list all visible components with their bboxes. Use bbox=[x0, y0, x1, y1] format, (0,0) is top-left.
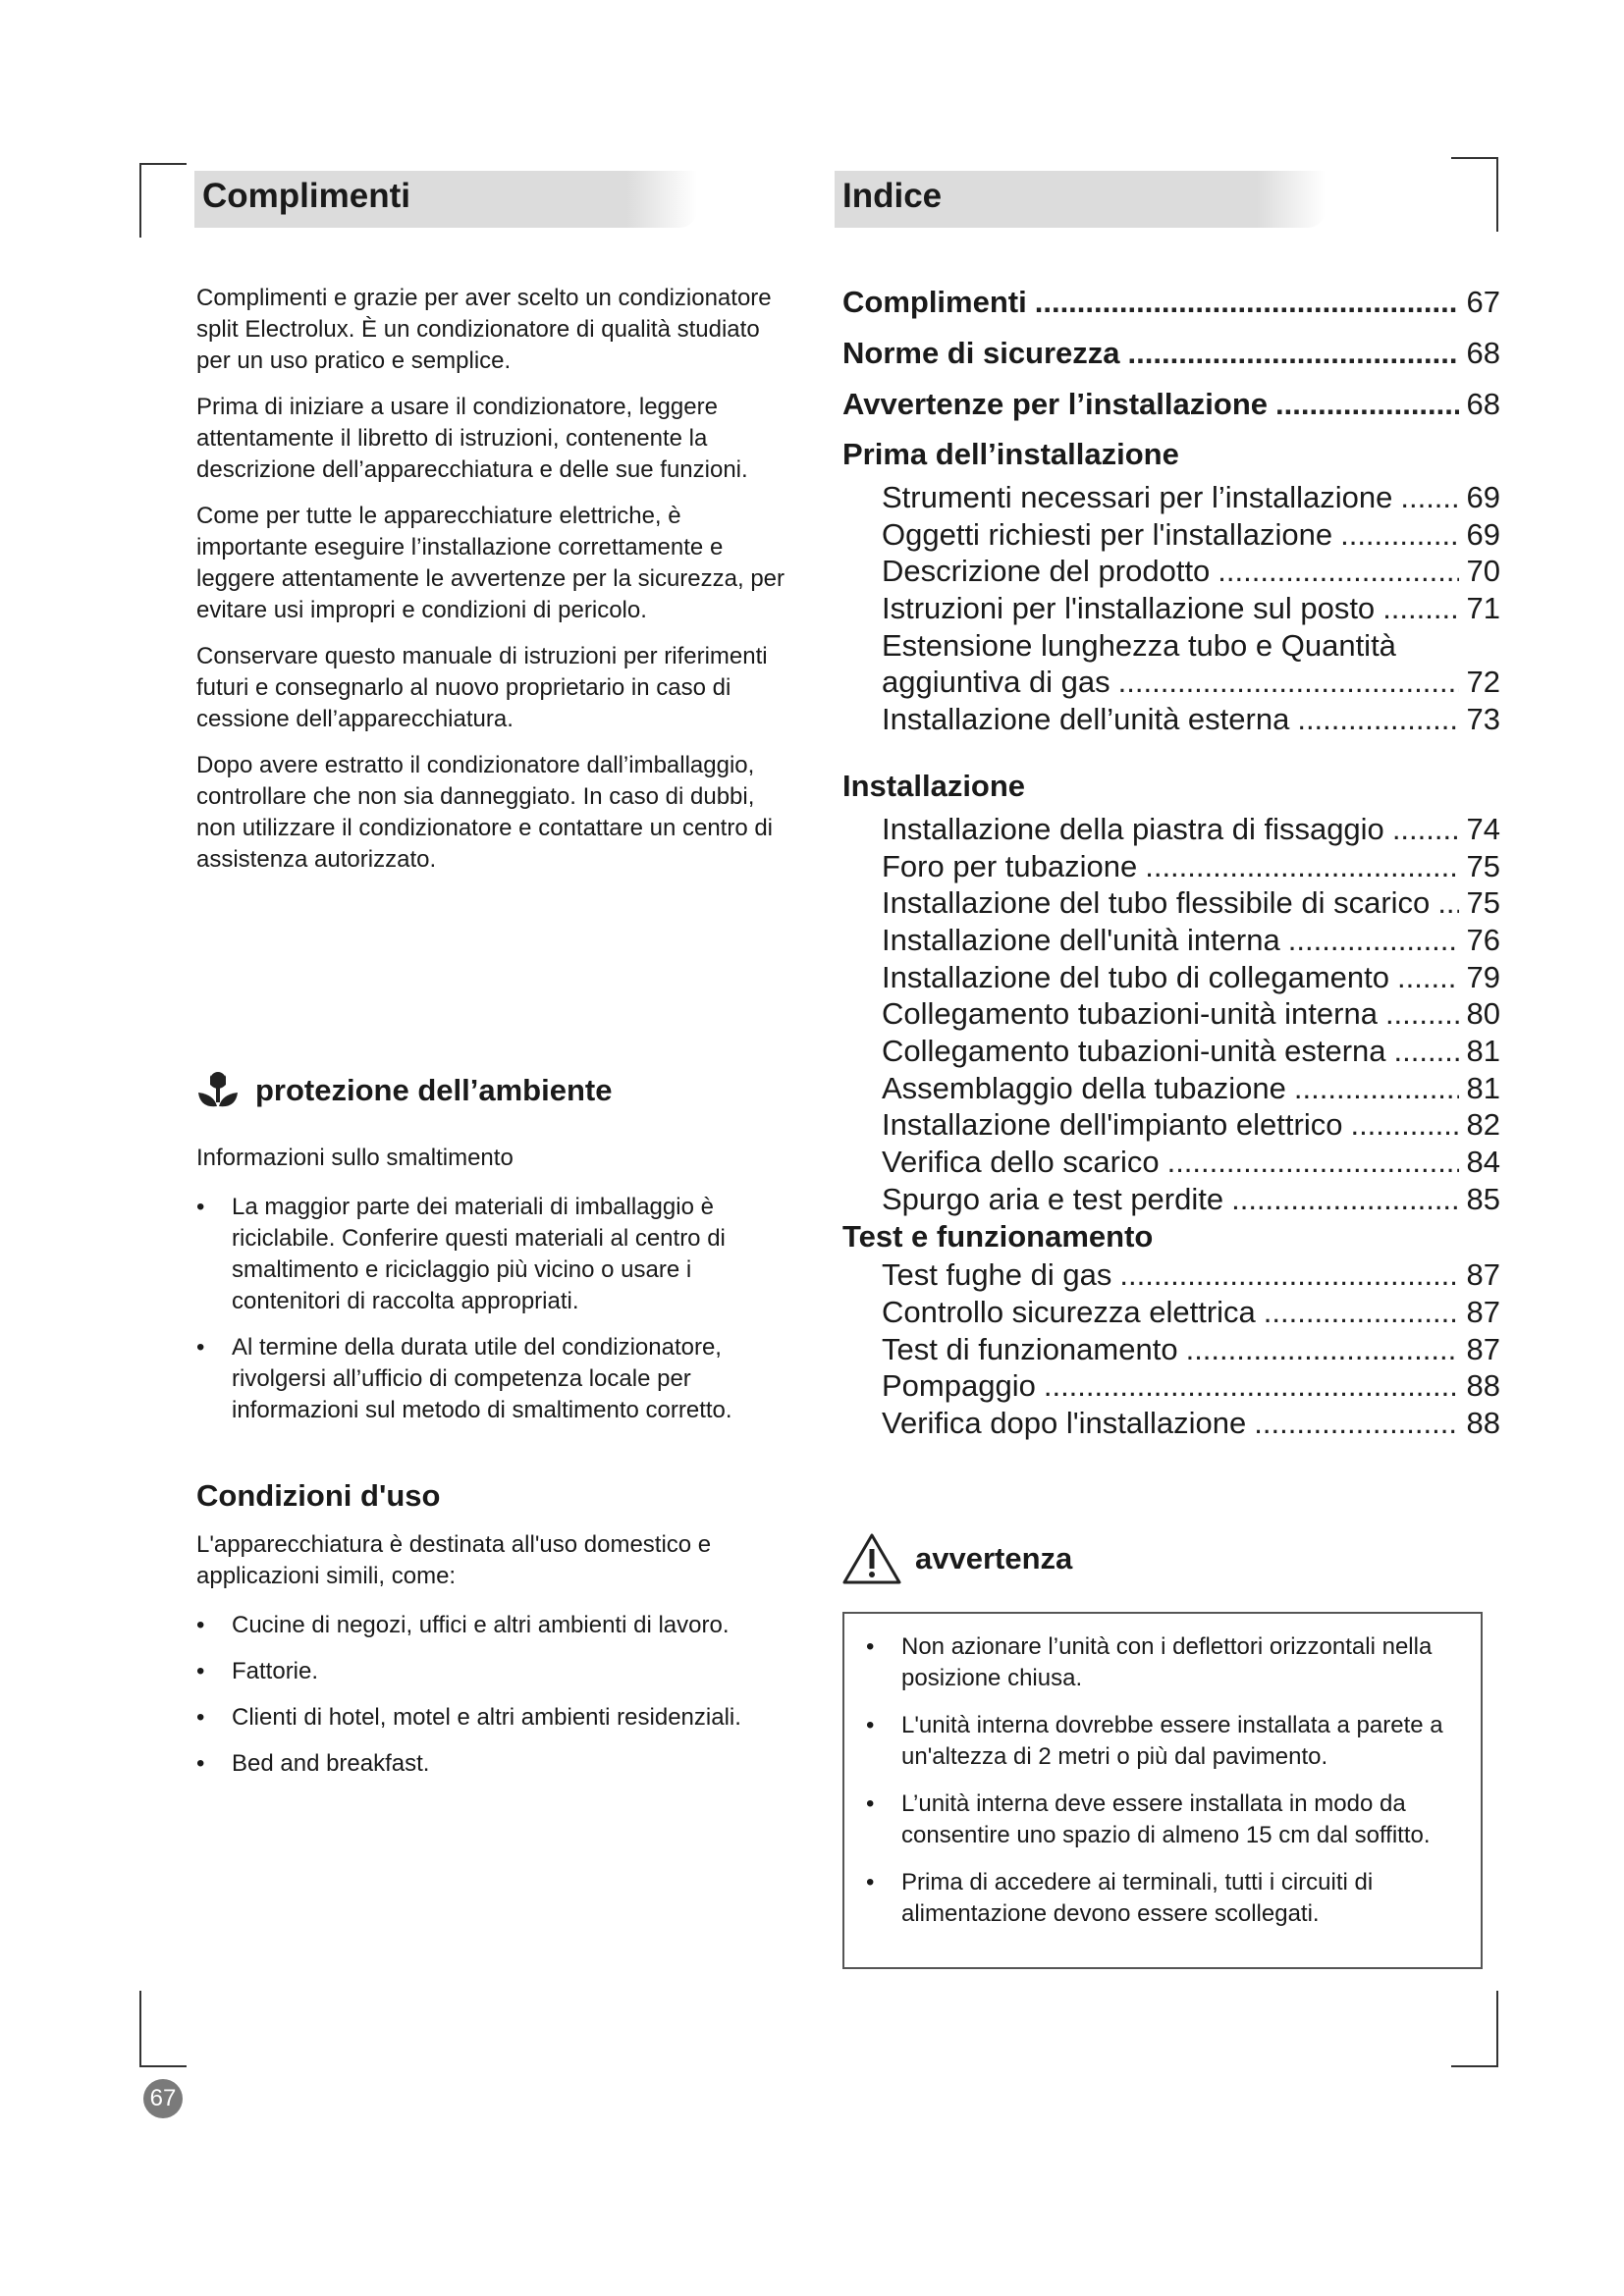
toc-entry[interactable]: Istruzioni per l'installazione sul posto ..... 71 bbox=[842, 590, 1500, 627]
usage-bullet: • Cucine di negozi, uffici e altri ambienti di lavoro. bbox=[196, 1610, 790, 1641]
toc-entry[interactable]: Installazione della piastra di fissaggio ..... 74 bbox=[842, 811, 1500, 848]
environment-title: protezione dell’ambiente bbox=[255, 1073, 613, 1107]
toc-entry[interactable]: Pompaggio ..... 88 bbox=[842, 1367, 1500, 1405]
crop-mark-bottom-left-v bbox=[139, 1991, 141, 2067]
toc-entry[interactable]: Collegamento tubazioni-unità esterna ..... 81 bbox=[842, 1033, 1500, 1070]
header-complimenti-title: Complimenti bbox=[202, 177, 410, 215]
warning-title: avvertenza bbox=[915, 1541, 1073, 1575]
intro-paragraph: Conservare questo manuale di istruzioni per riferimenti futuri e consegnarlo al nuovo proprietario in caso di cessione dell’apparecchiatura. bbox=[196, 643, 768, 732]
header-indice-title: Indice bbox=[842, 177, 943, 215]
warning-bullet: • Prima di accedere ai terminali, tutti i circuiti di alimentazione devono essere scollegati. bbox=[866, 1867, 1477, 1930]
toc-entry[interactable]: aggiuntiva di gas ..... 72 bbox=[842, 664, 1500, 701]
toc-entry[interactable]: Controllo sicurezza elettrica ..... 87 bbox=[842, 1294, 1500, 1331]
crop-mark-top-right-v bbox=[1496, 157, 1498, 232]
intro-paragraph: Prima di iniziare a usare il condizionatore, leggere attentamente il libretto di istruzioni, contenente la descrizione dell’apparecchiatura e delle sue funzioni. bbox=[196, 394, 748, 483]
toc-entry[interactable]: Installazione dell'unità interna ..... 76 bbox=[842, 922, 1500, 959]
toc-section-title: Test e funzionamento bbox=[842, 1219, 1154, 1255]
crop-mark-top-left-v bbox=[139, 163, 141, 238]
crop-mark-bottom-right-v bbox=[1496, 1991, 1498, 2067]
warning-bullet: • L’unità interna deve essere installata in modo da consentire uno spazio di almeno 15 cm dal soffitto. bbox=[866, 1789, 1477, 1851]
toc-entry[interactable]: Avvertenze per l’installazione ..... 68 bbox=[842, 379, 1500, 430]
crop-mark-top-right-h bbox=[1451, 157, 1498, 159]
toc-entry[interactable]: Descrizione del prodotto ..... 70 bbox=[842, 553, 1500, 590]
usage-intro: L'apparecchiatura è destinata all'uso domestico e applicazioni simili, come: bbox=[196, 1531, 712, 1589]
toc-entry-first-line[interactable]: Estensione lunghezza tubo e Quantità bbox=[882, 627, 1396, 663]
toc-entry[interactable]: Test fughe di gas ..... 87 bbox=[842, 1256, 1500, 1294]
crop-mark-top-left-h bbox=[139, 163, 187, 165]
crop-mark-bottom-left-h bbox=[139, 2065, 187, 2067]
toc-entry[interactable]: Verifica dello scarico ..... 84 bbox=[842, 1144, 1500, 1181]
warning-triangle-icon bbox=[840, 1531, 903, 1586]
crop-mark-bottom-right-h bbox=[1451, 2065, 1498, 2067]
usage-section bbox=[196, 1480, 790, 1794]
page-number-badge: 67 bbox=[143, 2079, 183, 2118]
intro-paragraph: Come per tutte le apparecchiature elettriche, è importante eseguire l’installazione correttamente e leggere attentamente le avvertenze per la sicurezza, per evitare usi impropri e condizioni di pericolo. bbox=[196, 503, 785, 623]
toc-section-title: Installazione bbox=[842, 768, 1026, 803]
toc-entry[interactable]: Strumenti necessari per l’installazione ..... 69 bbox=[842, 479, 1500, 516]
warning-bullet: • Non azionare l’unità con i deflettori orizzontali nella posizione chiusa. bbox=[866, 1631, 1477, 1694]
toc-entry[interactable]: Assemblaggio della tubazione ..... 81 bbox=[842, 1070, 1500, 1107]
environment-bullet: • Al termine della durata utile del condizionatore, rivolgersi all’ufficio di competenza locale per informazioni sul metodo di smaltimento corretto. bbox=[196, 1332, 790, 1426]
table-of-contents bbox=[842, 277, 1500, 1442]
toc-entry[interactable]: Norme di sicurezza ..... 68 bbox=[842, 328, 1500, 379]
toc-entry[interactable]: Collegamento tubazioni-unità interna ..... 80 bbox=[842, 995, 1500, 1033]
toc-entry[interactable]: Installazione dell’unità esterna ..... 73 bbox=[842, 701, 1500, 738]
intro-paragraph: Dopo avere estratto il condizionatore dall’imballaggio, controllare che non sia danneggiato. In caso di dubbi, non utilizzare il condizionatore e contattare un centro di assistenza autorizzato. bbox=[196, 752, 774, 873]
usage-bullet: • Clienti di hotel, motel e altri ambienti residenziali. bbox=[196, 1702, 790, 1734]
toc-section-title: Prima dell’installazione bbox=[842, 437, 1179, 471]
environment-subtitle: Informazioni sullo smaltimento bbox=[196, 1145, 514, 1171]
header-indice bbox=[835, 171, 1326, 228]
toc-entry[interactable]: Test di funzionamento ..... 87 bbox=[842, 1331, 1500, 1368]
usage-title: Condizioni d'uso bbox=[196, 1478, 441, 1513]
usage-bullet: • Bed and breakfast. bbox=[196, 1748, 790, 1780]
intro-paragraph: Complimenti e grazie per aver scelto un condizionatore split Electrolux. È un condizionatore di qualità studiato per un uso pratico e semplice. bbox=[196, 285, 772, 374]
environment-section bbox=[196, 1143, 790, 1441]
toc-entry[interactable]: Installazione del tubo flessibile di scarico ..... 75 bbox=[842, 884, 1500, 922]
toc-entry[interactable]: Spurgo aria e test perdite ..... 85 bbox=[842, 1181, 1500, 1218]
warning-bullet: • L'unità interna dovrebbe essere installata a parete a un'altezza di 2 metri o più dal pavimento. bbox=[866, 1710, 1477, 1773]
toc-entry[interactable]: Installazione del tubo di collegamento ..... 79 bbox=[842, 959, 1500, 996]
usage-bullet: • Fattorie. bbox=[196, 1656, 790, 1687]
toc-entry[interactable]: Installazione dell'impianto elettrico ..... 82 bbox=[842, 1106, 1500, 1144]
toc-entry[interactable]: Foro per tubazione ..... 75 bbox=[842, 848, 1500, 885]
toc-entry[interactable]: Verifica dopo l'installazione ..... 88 bbox=[842, 1405, 1500, 1442]
environment-heading bbox=[194, 1066, 612, 1115]
warning-heading bbox=[840, 1529, 1072, 1588]
recycle-flower-icon bbox=[194, 1067, 242, 1114]
left-intro bbox=[196, 283, 790, 890]
header-complimenti bbox=[194, 171, 697, 228]
warning-box bbox=[842, 1612, 1483, 1969]
environment-bullet: • La maggior parte dei materiali di imballaggio è riciclabile. Conferire questi materiali al centro di smaltimento e riciclaggio più vicino o usare i contenitori di raccolta appropriati. bbox=[196, 1192, 790, 1317]
toc-entry[interactable]: Oggetti richiesti per l'installazione ..... 69 bbox=[842, 516, 1500, 554]
toc-entry[interactable]: Complimenti ..... 67 bbox=[842, 277, 1500, 328]
